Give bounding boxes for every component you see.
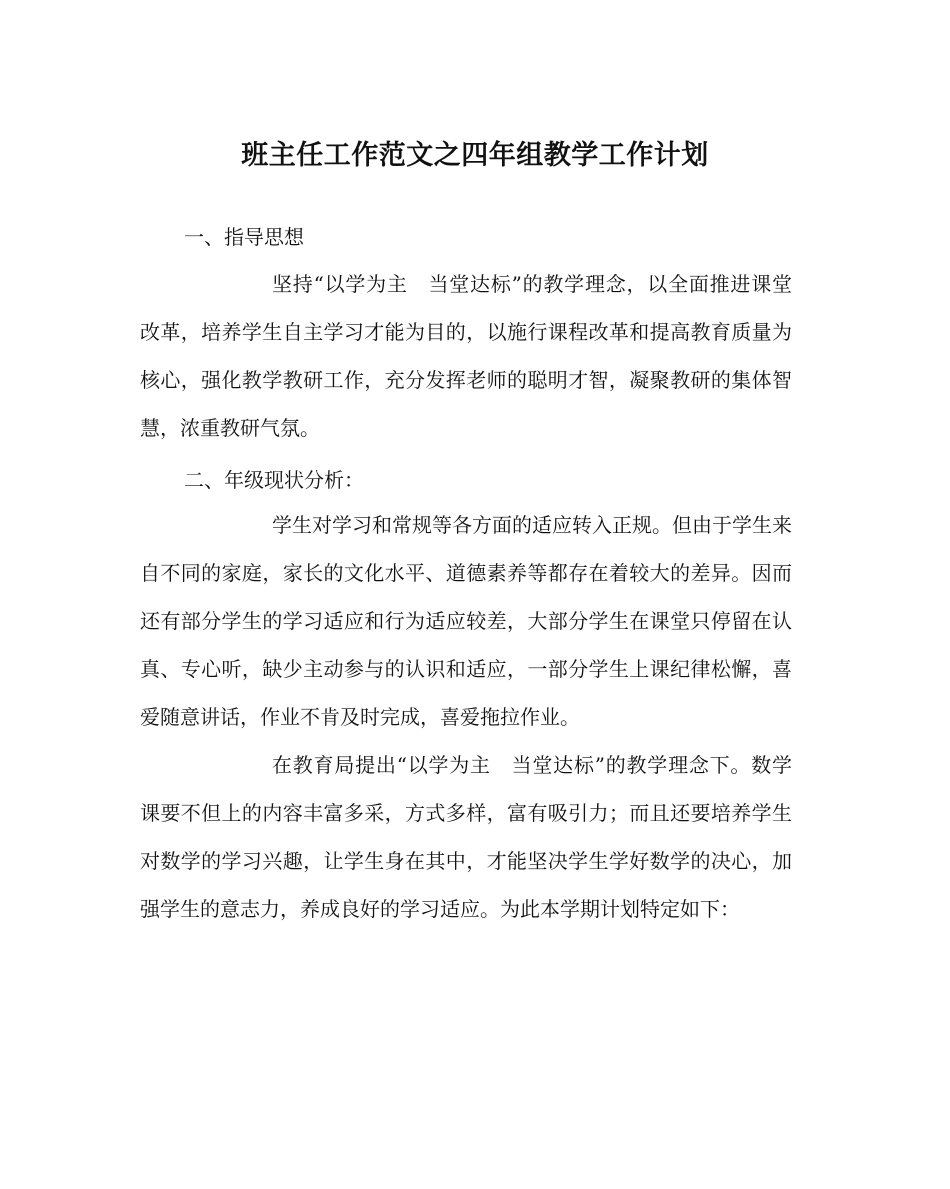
document-title: 班主任工作范文之四年组教学工作计划 bbox=[241, 140, 709, 171]
section-heading-grade-analysis: 二、年级现状分析： bbox=[184, 468, 364, 492]
paragraph-guiding-ideology: 坚持“以学为主 当堂达标”的教学理念，以全面推进课堂改革，培养学生自主学习才能为目的，以施行课程改革和提高教育质量为核心，强化教学教研工作，充分发挥老师的聪明才智，凝聚教研的集体智慧，浓重教研气氛。 bbox=[140, 272, 792, 440]
section-heading-guiding-ideology: 一、指导思想 bbox=[184, 225, 304, 249]
paragraph-teaching-plan: 在教育局提出“以学为主 当堂达标”的教学理念下。数学课要不但上的内容丰富多采，方式多样，富有吸引力；而且还要培养学生对数学的学习兴趣，让学生身在其中，才能坚决学生学好数学的决心，加强学生的意志力，养成良好的学习适应。为此本学期计划特定如下： bbox=[140, 753, 792, 921]
paragraph-grade-status: 学生对学习和常规等各方面的适应转入正规。但由于学生来自不同的家庭，家长的文化水平、道德素养等都存在着较大的差异。因而还有部分学生的学习适应和行为适应较差，大部分学生在课堂只停留在认真、专心听，缺少主动参与的认识和适应，一部分学生上课纪律松懈，喜爱随意讲话，作业不肯及时完成，喜爱拖拉作业。 bbox=[140, 513, 792, 729]
